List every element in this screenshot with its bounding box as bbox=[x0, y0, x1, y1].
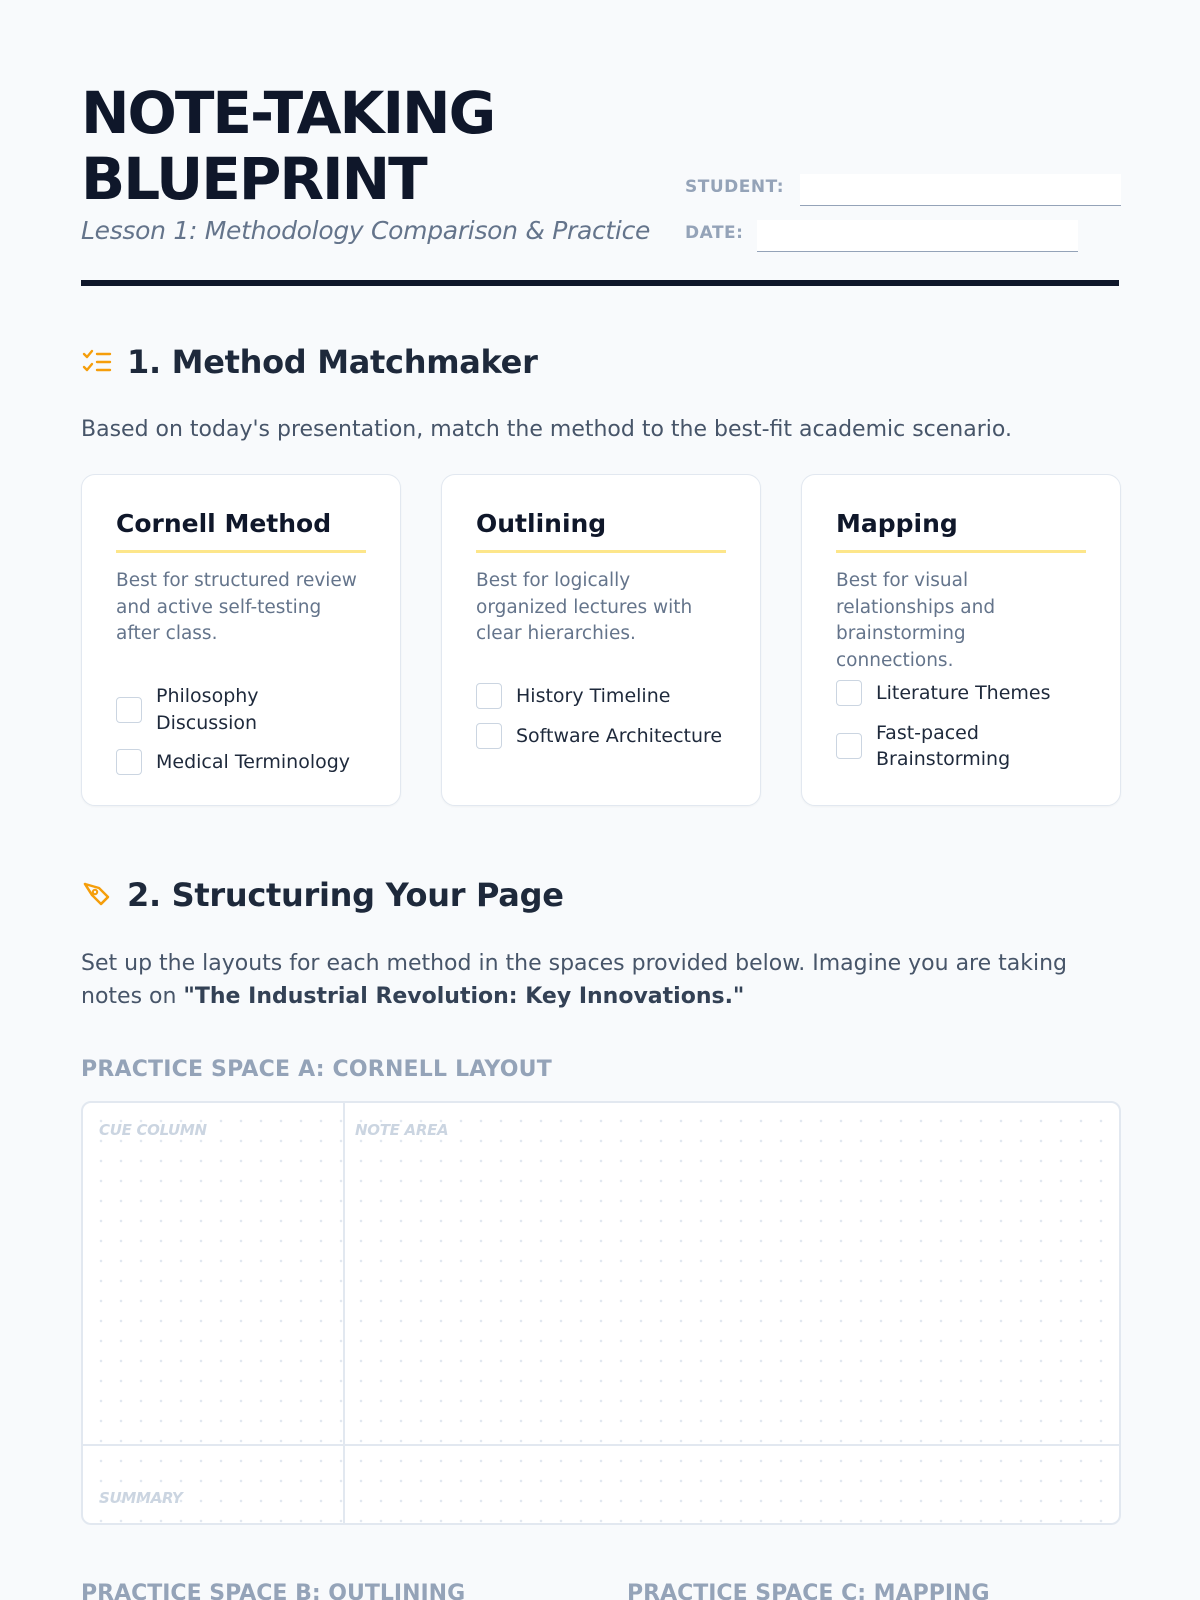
cue-column-label: CUE COLUMN bbox=[99, 1121, 207, 1139]
option-software-architecture[interactable] bbox=[476, 723, 726, 750]
card-description: Best for structured review and active self-testing after class. bbox=[116, 570, 357, 644]
title-line-2: BLUEPRINT bbox=[81, 145, 426, 213]
section-1-heading bbox=[81, 343, 538, 381]
card-title: Cornell Method bbox=[116, 509, 366, 553]
summary-divider bbox=[83, 1444, 1119, 1446]
note-area-label: NOTE AREA bbox=[355, 1121, 449, 1139]
option-medical-terminology[interactable] bbox=[116, 749, 366, 776]
checkbox[interactable] bbox=[836, 680, 862, 706]
practice-space-b-label: PRACTICE SPACE B: OUTLINING bbox=[81, 1581, 466, 1600]
option-fast-paced-brainstorming[interactable] bbox=[836, 720, 1086, 773]
header-divider bbox=[81, 280, 1119, 286]
student-label: STUDENT: bbox=[685, 177, 785, 197]
practice-space-c-label: PRACTICE SPACE C: MAPPING bbox=[627, 1581, 990, 1600]
section-1-title: 1. Method Matchmaker bbox=[127, 343, 538, 381]
date-label: DATE: bbox=[685, 223, 744, 243]
checkbox[interactable] bbox=[476, 683, 502, 709]
option-label: Fast-paced Brainstorming bbox=[876, 721, 1011, 770]
checkbox[interactable] bbox=[116, 749, 142, 775]
practice-space-a-label: PRACTICE SPACE A: CORNELL LAYOUT bbox=[81, 1057, 552, 1082]
checkbox[interactable] bbox=[116, 697, 142, 723]
date-field[interactable] bbox=[757, 220, 1078, 252]
checkbox[interactable] bbox=[836, 733, 862, 759]
title-line-1: NOTE-TAKING bbox=[81, 79, 495, 147]
pen-tool-icon bbox=[81, 879, 113, 911]
card-title: Outlining bbox=[476, 509, 726, 553]
option-label: Literature Themes bbox=[876, 682, 1051, 704]
card-cornell-method bbox=[81, 474, 401, 806]
section-2-description bbox=[81, 947, 1081, 1013]
section-2-description-text: Set up the layouts for each method in the spaces provided below. Imagine you are taking notes on bbox=[81, 951, 1068, 1009]
section-2-heading bbox=[81, 876, 564, 914]
card-description: Best for logically organized lectures with clear hierarchies. bbox=[476, 570, 693, 644]
worksheet-header bbox=[81, 0, 1119, 292]
card-description: Best for visual relationships and brainstorming connections. bbox=[836, 570, 996, 671]
summary-label: SUMMARY bbox=[99, 1489, 183, 1507]
section-1-description: Based on today's presentation, match the method to the best-fit academic scenario. bbox=[81, 417, 1012, 442]
page-title bbox=[81, 80, 494, 212]
checkbox[interactable] bbox=[476, 723, 502, 749]
section-2-title: 2. Structuring Your Page bbox=[127, 876, 564, 914]
cornell-layout-practice-area[interactable] bbox=[81, 1101, 1121, 1525]
page-subtitle: Lesson 1: Methodology Comparison & Practice bbox=[81, 216, 651, 245]
option-philosophy-discussion[interactable] bbox=[116, 683, 366, 736]
checklist-icon bbox=[81, 346, 113, 378]
option-label: Medical Terminology bbox=[156, 751, 351, 773]
section-2-topic: "The Industrial Revolution: Key Innovations." bbox=[183, 984, 745, 1009]
student-field[interactable] bbox=[800, 174, 1121, 206]
option-label: Software Architecture bbox=[516, 724, 723, 747]
option-label: Philosophy Discussion bbox=[156, 685, 259, 734]
card-outlining bbox=[441, 474, 761, 806]
method-cards bbox=[81, 474, 1121, 806]
card-title: Mapping bbox=[836, 509, 1086, 553]
cue-column-divider bbox=[343, 1103, 345, 1523]
option-history-timeline[interactable] bbox=[476, 683, 726, 710]
option-literature-themes[interactable] bbox=[836, 680, 1086, 707]
option-label: History Timeline bbox=[516, 685, 671, 707]
card-mapping bbox=[801, 474, 1121, 806]
